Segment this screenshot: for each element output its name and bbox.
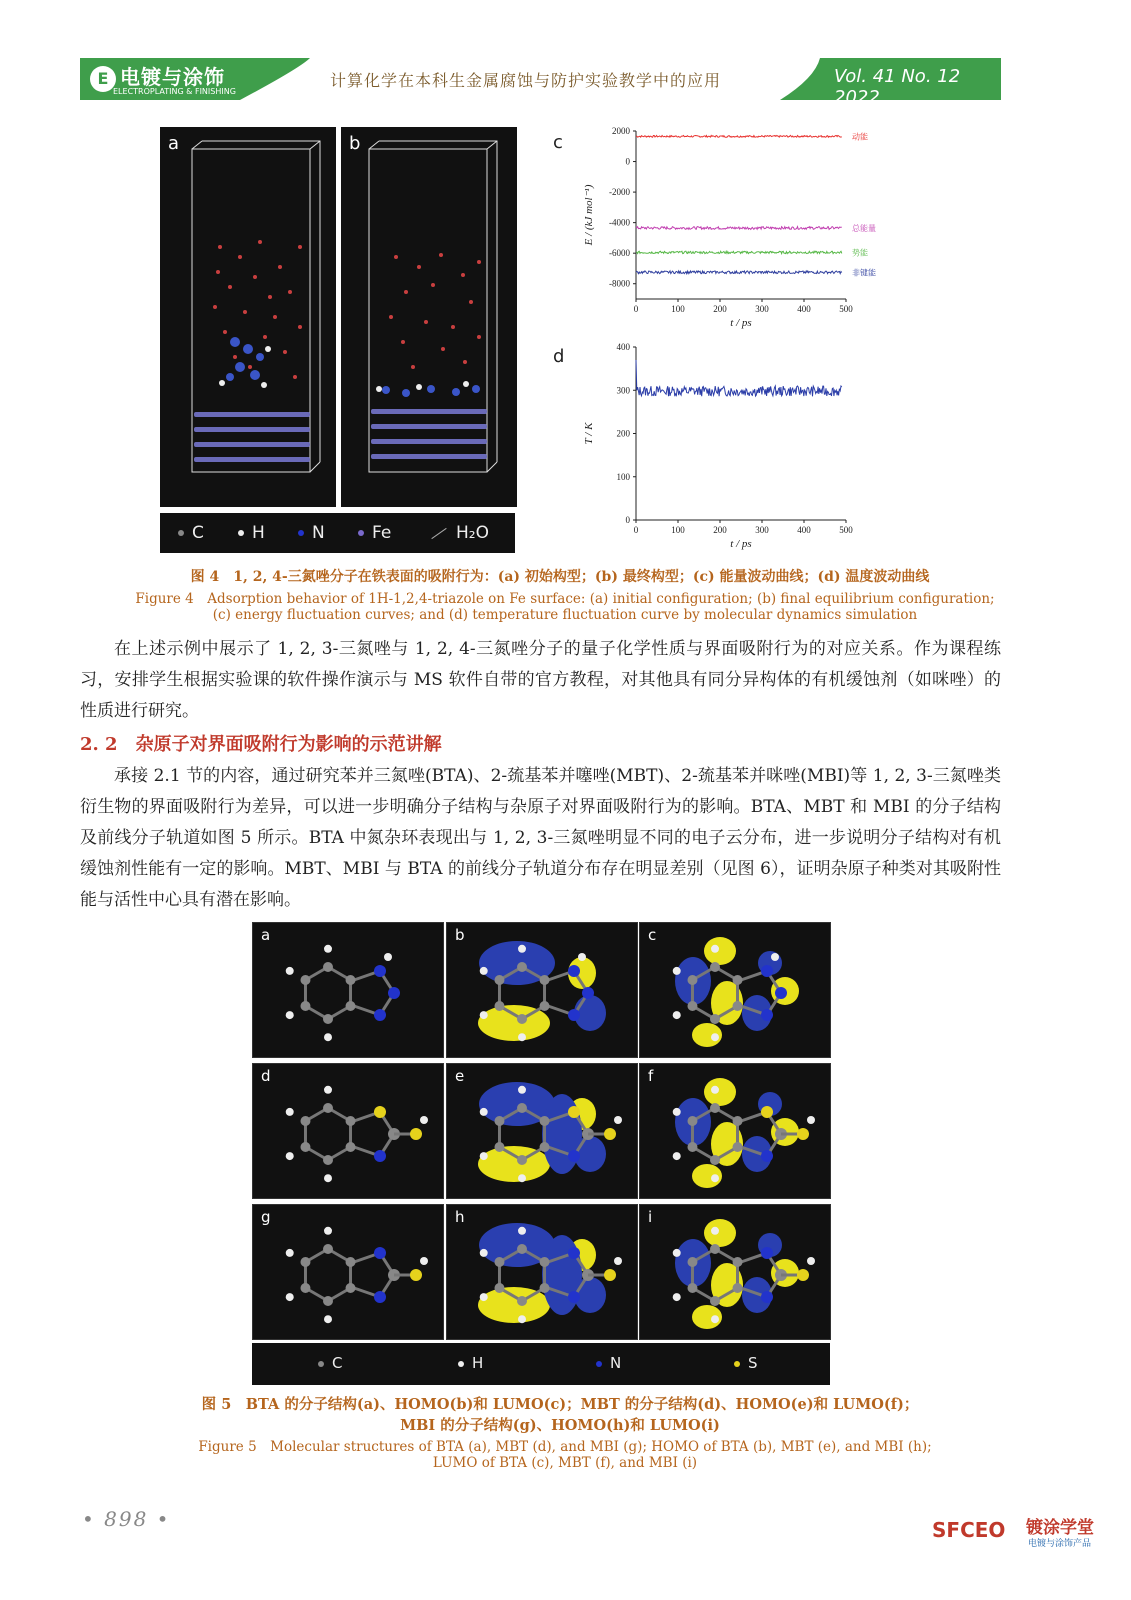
hydrogen-atom — [286, 967, 294, 975]
paragraph-1: 在上述示例中展示了 1, 2, 3-三氮唑与 1, 2, 4-三氮唑分子的量子化学性质与界面吸附行为的对应关系。作为课程练习，安排学生根据实验课的软件操作演示与 MS 软件自带的官方教程，对其他具有同分异构体的有机缓蚀剂（如咪唑）的性质进行研究。 — [80, 639, 1001, 721]
x-tick-label: 0 — [633, 304, 639, 314]
lumo-lobe-yellow — [704, 1219, 736, 1247]
hydrogen-atom — [673, 1293, 681, 1301]
panel-label-b: b — [455, 926, 465, 944]
carbon-atom — [346, 1001, 356, 1011]
carbon-atom — [517, 962, 527, 972]
running-title: 计算化学在本科生金属腐蚀与防护实验教学中的应用 — [330, 71, 722, 90]
x-tick-label: 100 — [671, 304, 685, 314]
panel-label-g: g — [261, 1208, 271, 1226]
nitrogen-atom — [761, 1150, 773, 1162]
carbon-atom — [300, 975, 310, 985]
y-tick-label: 0 — [625, 515, 630, 525]
y-axis-label: E / (kJ mol⁻¹) — [583, 184, 595, 246]
sulfur-atom — [797, 1128, 809, 1140]
carbon-atom — [710, 1103, 720, 1113]
nitrogen-atom — [761, 1247, 773, 1259]
molecule-render-d — [253, 1064, 443, 1198]
panel-label-a: a — [261, 926, 271, 944]
sulfur-atom — [568, 1106, 580, 1118]
carbon-atom — [346, 1142, 356, 1152]
fig4-atom-legend — [160, 513, 515, 553]
hydrogen-atom — [324, 1174, 332, 1182]
carbon-atom — [517, 1244, 527, 1254]
carbon-atom — [517, 1103, 527, 1113]
fig5-caption-en-line1: Figure 5 Molecular structures of BTA (a), MBT (d), and MBI (g); HOMO of BTA (b), MBT (e), and MBI (h); — [198, 1439, 932, 1455]
hydrogen-atom — [673, 967, 681, 975]
molecule-render-i — [640, 1205, 830, 1339]
nitrogen-atom — [374, 1150, 386, 1162]
y-tick-label: -6000 — [609, 248, 630, 259]
volume-info: Vol. 41 No. 12 2022 — [834, 66, 961, 108]
sulfur-dot-icon — [734, 1361, 740, 1367]
x-axis-label: t / ps — [730, 317, 752, 329]
carbon-atom — [517, 1014, 527, 1024]
sulfur-atom — [761, 1106, 773, 1118]
carbon-atom — [687, 1257, 697, 1267]
carbon-atom — [540, 1257, 550, 1267]
fig5-panel-g — [252, 1204, 444, 1340]
carbon-atom — [710, 1155, 720, 1165]
fig4-caption-cn: 图 4 1, 2, 4-三氮唑分子在铁表面的吸附行为：(a) 初始构型；(b) 最终构型；(c) 能量波动曲线；(d) 温度波动曲线 — [190, 569, 930, 585]
nitrogen-atom — [568, 1009, 580, 1021]
hydrogen-atom — [614, 1257, 622, 1265]
hydrogen-atom — [480, 1249, 488, 1257]
svg-text:SFCEO: SFCEO — [932, 1518, 1006, 1542]
watermark-text: 镀涂学堂 — [1026, 1518, 1094, 1538]
hydrogen-atom — [807, 1257, 815, 1265]
hydrogen-atom — [771, 953, 779, 961]
hydrogen-atom — [480, 1293, 488, 1301]
hydrogen-atom — [711, 1315, 719, 1323]
series-line-0 — [636, 135, 842, 137]
hydrogen-atom — [286, 1108, 294, 1116]
panel-label-b: b — [349, 133, 361, 154]
fig5-panel-h — [446, 1204, 638, 1340]
hydrogen-atom — [518, 1086, 526, 1094]
hydrogen-atom — [384, 953, 392, 961]
carbon-atom — [346, 1116, 356, 1126]
carbon-atom — [540, 1142, 550, 1152]
panel-label-h: h — [455, 1208, 465, 1226]
carbon-atom — [517, 1155, 527, 1165]
x-tick-label: 500 — [839, 525, 853, 535]
hydrogen-dot-icon — [238, 530, 244, 536]
panel-label-i: i — [648, 1208, 653, 1226]
nitrogen-atom — [582, 987, 594, 999]
carbon-atom — [733, 975, 743, 985]
series-label-3: 非键能 — [852, 268, 876, 278]
hydrogen-atom — [673, 1011, 681, 1019]
section-heading-2-2: 2. 2 杂原子对界面吸附行为影响的示范讲解 — [80, 734, 442, 755]
y-tick-label: 400 — [616, 342, 630, 352]
journal-header — [80, 58, 1001, 108]
x-tick-label: 500 — [839, 304, 853, 314]
simulation-box-final — [341, 127, 517, 507]
hydrogen-atom — [286, 1011, 294, 1019]
nitrogen-atom — [388, 987, 400, 999]
carbon-atom — [710, 1014, 720, 1024]
paragraph-2: 承接 2.1 节的内容，通过研究苯并三氮唑(BTA)、2-巯基苯并噻唑(MBT)、2-巯基苯并咪唑(MBI)等 1, 2, 3-三氮唑类衍生物的界面吸附行为差异，可以进一步明确分子结构与杂原子对界面吸附行为的影响。BTA、MBT 和 MBI 的分子结构及前线分子轨道如图 5 所示。BTA 中氮杂环表现出与 1, 2, 3-三氮唑明显不同的电子云分布，进一步说明分子结构对有机缓蚀剂性能有一定的影响。MBT、MBI 与 BTA 的前线分子轨道分布存在明显差别（见图 6），证明杂原子种类对其吸附性能与活性中心具有潜在影响。 — [80, 766, 1001, 910]
nitrogen-atom — [568, 1291, 580, 1303]
carbon-atom — [687, 975, 697, 985]
carbon-atom — [710, 1296, 720, 1306]
molecule-render-g — [253, 1205, 443, 1339]
hydrogen-atom — [324, 945, 332, 953]
hydrogen-atom — [480, 1108, 488, 1116]
carbon-atom — [494, 1142, 504, 1152]
molecule-render-b — [447, 923, 637, 1057]
journal-name: 电镀与涂饰 — [120, 65, 225, 89]
legend-item-n: N — [596, 1354, 621, 1372]
hydrogen-atom — [578, 953, 586, 961]
molecule-render-e — [447, 1064, 637, 1198]
nitrogen-atom — [374, 1009, 386, 1021]
energy-fluctuation-chart — [548, 124, 878, 334]
hydrogen-atom — [324, 1033, 332, 1041]
carbon-atom — [540, 1283, 550, 1293]
page-number: • 898 • — [82, 1507, 171, 1531]
x-tick-label: 0 — [633, 525, 639, 535]
carbon-atom — [300, 1142, 310, 1152]
nitrogen-atom — [568, 1247, 580, 1259]
carbon-atom — [494, 1283, 504, 1293]
fig4-caption-en-line2: (c) energy fluctuation curves; and (d) temperature fluctuation curve by molecular dynamics simulation — [212, 607, 918, 623]
carbon-atom — [323, 1296, 333, 1306]
fig4-panel-b — [341, 127, 517, 507]
x-tick-label: 200 — [713, 304, 727, 314]
series-line-1 — [636, 227, 842, 230]
hydrogen-atom — [673, 1108, 681, 1116]
x-tick-label: 400 — [797, 304, 811, 314]
homo-lobe-blue — [542, 1094, 582, 1174]
carbon-atom — [494, 1257, 504, 1267]
hydrogen-atom — [324, 1227, 332, 1235]
series-line-3 — [636, 271, 842, 274]
nitrogen-atom — [374, 1291, 386, 1303]
legend-item-c: C — [318, 1354, 342, 1372]
carbon-atom — [323, 1014, 333, 1024]
carbon-atom — [494, 1116, 504, 1126]
y-tick-label: -4000 — [609, 217, 630, 228]
hydrogen-atom — [324, 1315, 332, 1323]
y-tick-label: 2000 — [612, 126, 630, 136]
carbon-atom — [323, 1155, 333, 1165]
carbon-atom — [540, 1001, 550, 1011]
legend-item-n: N — [298, 523, 325, 543]
hydrogen-atom — [286, 1249, 294, 1257]
fig5-panel-e — [446, 1063, 638, 1199]
carbon-atom — [346, 1283, 356, 1293]
series-line-0 — [636, 360, 842, 396]
fig5-caption-cn-line2: MBI 的分子结构(g)、HOMO(h)和 LUMO(i) — [400, 1417, 720, 1434]
carbon-atom — [323, 1244, 333, 1254]
hydrogen-atom — [711, 945, 719, 953]
panel-label-c: c — [553, 132, 563, 153]
x-axis-label: t / ps — [730, 538, 752, 550]
nitrogen-atom — [761, 965, 773, 977]
hydrogen-atom — [711, 1174, 719, 1182]
hydrogen-atom — [480, 1152, 488, 1160]
panel-label-c: c — [648, 926, 657, 944]
carbon-atom — [710, 962, 720, 972]
hydrogen-atom — [286, 1293, 294, 1301]
molecule-render-c — [640, 923, 830, 1057]
series-line-2 — [636, 251, 842, 253]
hydrogen-atom — [480, 967, 488, 975]
fig5-panel-d — [252, 1063, 444, 1199]
hydrogen-atom — [614, 1116, 622, 1124]
carbon-atom — [346, 975, 356, 985]
carbon-atom — [687, 1283, 697, 1293]
sulfur-atom — [604, 1269, 616, 1281]
hydrogen-atom — [673, 1152, 681, 1160]
y-tick-label: 0 — [625, 156, 630, 167]
legend-item-h: H — [458, 1354, 483, 1372]
fig5-panel-c — [639, 922, 831, 1058]
carbon-atom — [517, 1296, 527, 1306]
carbon-atom — [494, 1001, 504, 1011]
molecule-render-f — [640, 1064, 830, 1198]
hydrogen-atom — [711, 1086, 719, 1094]
hydrogen-dot-icon — [458, 1361, 464, 1367]
lumo-lobe-yellow — [704, 1078, 736, 1106]
carbon-atom — [300, 1001, 310, 1011]
x-tick-label: 100 — [671, 525, 685, 535]
carbon-atom — [710, 1244, 720, 1254]
legend-item-c: C — [178, 523, 204, 543]
carbon-atom — [494, 975, 504, 985]
legend-item-h: H — [238, 523, 265, 543]
carbon-atom — [540, 1116, 550, 1126]
hydrogen-atom — [286, 1152, 294, 1160]
panel-label-f: f — [648, 1067, 654, 1085]
x-tick-label: 300 — [755, 304, 769, 314]
hydrogen-atom — [518, 1315, 526, 1323]
nitrogen-dot-icon — [298, 530, 304, 536]
y-tick-label: -2000 — [609, 187, 630, 198]
y-tick-label: -8000 — [609, 278, 630, 289]
nitrogen-dot-icon — [596, 1361, 602, 1367]
carbon-atom — [687, 1116, 697, 1126]
series-label-1: 总能量 — [852, 223, 876, 233]
nitrogen-atom — [374, 1247, 386, 1259]
x-tick-label: 200 — [713, 525, 727, 535]
sulfur-atom — [410, 1269, 422, 1281]
carbon-atom — [733, 1001, 743, 1011]
fig5-panel-f — [639, 1063, 831, 1199]
nitrogen-atom — [775, 987, 787, 999]
molecule-render-a — [253, 923, 443, 1057]
fig5-atom-legend — [252, 1343, 830, 1385]
carbon-atom — [540, 975, 550, 985]
legend-item-s: S — [734, 1354, 758, 1372]
hydrogen-atom — [324, 1086, 332, 1094]
panel-label-d: d — [553, 346, 565, 367]
hydrogen-atom — [518, 1033, 526, 1041]
iron-dot-icon — [358, 530, 364, 536]
hydrogen-atom — [807, 1116, 815, 1124]
sulfur-atom — [374, 1106, 386, 1118]
nitrogen-atom — [761, 1009, 773, 1021]
x-tick-label: 400 — [797, 525, 811, 535]
panel-label-a: a — [168, 133, 180, 154]
water-line-icon — [431, 527, 446, 538]
journal-logo-icon: E — [90, 66, 116, 92]
carbon-dot-icon — [318, 1361, 324, 1367]
y-tick-label: 300 — [616, 385, 630, 396]
hydrogen-atom — [518, 1174, 526, 1182]
lumo-lobe-yellow — [704, 937, 736, 965]
hydrogen-atom — [480, 1011, 488, 1019]
series-label-2: 势能 — [852, 248, 868, 258]
watermark-logo-icon — [930, 1508, 1026, 1548]
hydrogen-atom — [711, 1227, 719, 1235]
hydrogen-atom — [518, 1227, 526, 1235]
carbon-atom — [687, 1142, 697, 1152]
carbon-atom — [300, 1116, 310, 1126]
fig5-caption-en-line2: LUMO of BTA (c), MBT (f), and MBI (i) — [432, 1455, 698, 1471]
hydrogen-atom — [518, 945, 526, 953]
panel-label-d: d — [261, 1067, 271, 1085]
panel-label-e: e — [455, 1067, 465, 1085]
y-tick-label: 200 — [616, 428, 630, 439]
carbon-atom — [323, 962, 333, 972]
carbon-atom — [733, 1257, 743, 1267]
nitrogen-atom — [374, 965, 386, 977]
hydrogen-atom — [420, 1116, 428, 1124]
fig5-panel-b — [446, 922, 638, 1058]
fig5-panel-a — [252, 922, 444, 1058]
sulfur-atom — [604, 1128, 616, 1140]
nitrogen-atom — [568, 1150, 580, 1162]
carbon-atom — [687, 1001, 697, 1011]
hydrogen-atom — [711, 1033, 719, 1041]
carbon-atom — [300, 1283, 310, 1293]
carbon-dot-icon — [178, 530, 184, 536]
carbon-atom — [346, 1257, 356, 1267]
sulfur-atom — [797, 1269, 809, 1281]
journal-name-english: ELECTROPLATING & FINISHING — [113, 87, 236, 96]
y-tick-label: 100 — [616, 471, 630, 482]
nitrogen-atom — [568, 965, 580, 977]
x-tick-label: 300 — [755, 525, 769, 535]
series-label-0: 动能 — [852, 132, 868, 142]
carbon-atom — [323, 1103, 333, 1113]
sulfur-atom — [410, 1128, 422, 1140]
molecule-render-h — [447, 1205, 637, 1339]
hydrogen-atom — [673, 1249, 681, 1257]
nitrogen-atom — [761, 1291, 773, 1303]
carbon-atom — [733, 1142, 743, 1152]
y-axis-label: T / K — [583, 422, 595, 445]
simulation-box-initial — [160, 127, 336, 507]
homo-lobe-blue — [542, 1235, 582, 1315]
carbon-atom — [733, 1116, 743, 1126]
fig5-panel-i — [639, 1204, 831, 1340]
temperature-fluctuation-chart — [548, 340, 878, 555]
fig5-caption-cn-line1: 图 5 BTA 的分子结构(a)、HOMO(b)和 LUMO(c)；MBT 的分子结构(d)、HOMO(e)和 LUMO(f)； — [201, 1396, 919, 1413]
legend-item-fe: Fe — [358, 523, 391, 543]
hydrogen-atom — [420, 1257, 428, 1265]
carbon-atom — [300, 1257, 310, 1267]
legend-item-h2o: H₂O — [430, 523, 489, 543]
fig4-panel-a — [160, 127, 336, 507]
carbon-atom — [733, 1283, 743, 1293]
watermark-subtext: 电镀与涂饰产品 — [1028, 1539, 1092, 1549]
fig4-caption-en-line1: Figure 4 Adsorption behavior of 1H-1,2,4-triazole on Fe surface: (a) initial configuration; (b) final equilibrium configuration; — [135, 591, 995, 607]
